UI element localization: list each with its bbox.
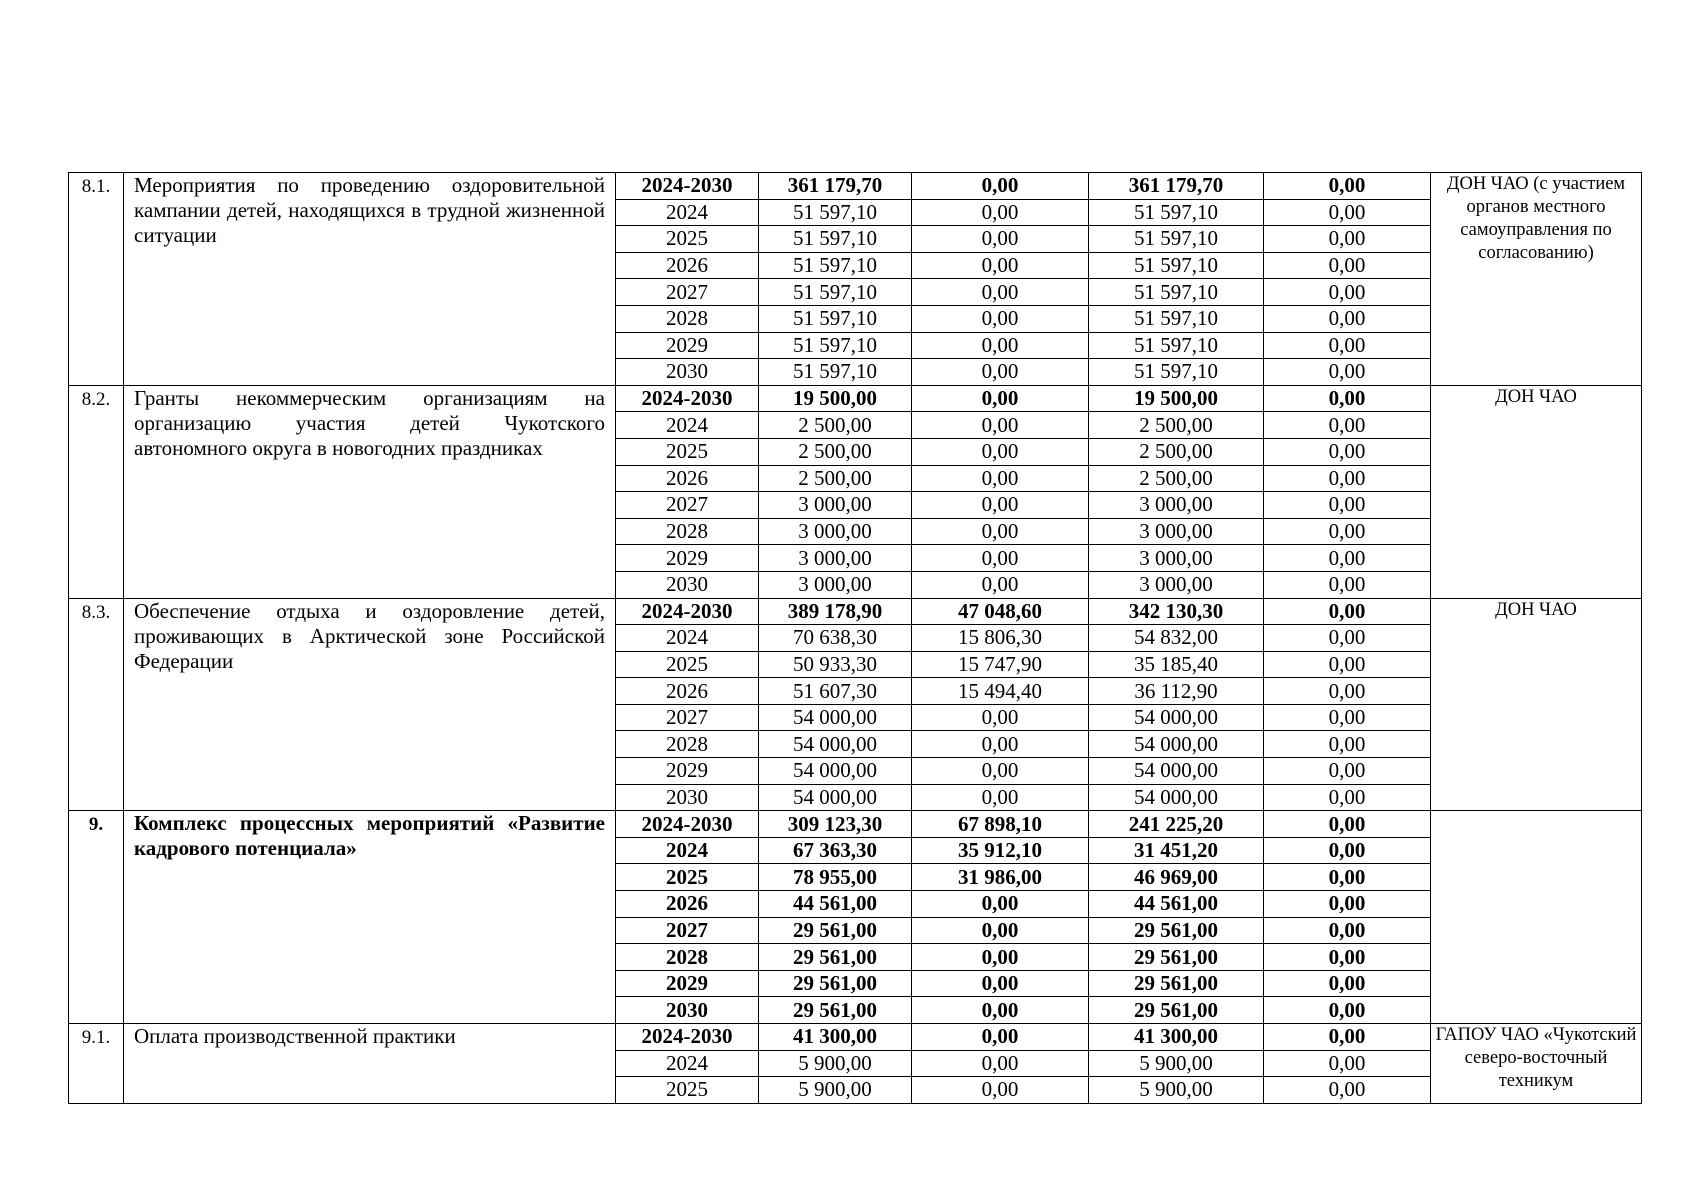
total-cell: 51 597,10 <box>759 305 912 332</box>
regional-budget-cell: 19 500,00 <box>1089 385 1264 412</box>
total-cell: 389 178,90 <box>759 598 912 625</box>
item-name: Обеспечение отдыха и оздоровление детей, проживающих в Арктической зоне Российской Федерации <box>124 598 616 811</box>
table-row <box>69 1024 1642 1051</box>
total-cell: 70 638,30 <box>759 625 912 652</box>
period-cell: 2025 <box>616 438 759 465</box>
federal-budget-cell: 0,00 <box>912 359 1089 386</box>
period-cell: 2026 <box>616 678 759 705</box>
regional-budget-cell: 361 179,70 <box>1089 173 1264 200</box>
regional-budget-cell: 35 185,40 <box>1089 651 1264 678</box>
period-cell: 2028 <box>616 305 759 332</box>
regional-budget-cell: 54 000,00 <box>1089 758 1264 785</box>
federal-budget-cell: 0,00 <box>912 758 1089 785</box>
other-sources-cell: 0,00 <box>1264 944 1431 971</box>
other-sources-cell: 0,00 <box>1264 518 1431 545</box>
other-sources-cell: 0,00 <box>1264 678 1431 705</box>
federal-budget-cell: 0,00 <box>912 997 1089 1024</box>
item-name: Оплата производственной практики <box>124 1024 616 1104</box>
total-cell: 309 123,30 <box>759 811 912 838</box>
federal-budget-cell: 0,00 <box>912 305 1089 332</box>
other-sources-cell: 0,00 <box>1264 997 1431 1024</box>
other-sources-cell: 0,00 <box>1264 332 1431 359</box>
period-cell: 2024 <box>616 625 759 652</box>
total-cell: 3 000,00 <box>759 571 912 598</box>
period-cell: 2029 <box>616 545 759 572</box>
period-cell: 2028 <box>616 731 759 758</box>
other-sources-cell: 0,00 <box>1264 199 1431 226</box>
other-sources-cell: 0,00 <box>1264 545 1431 572</box>
total-cell: 51 597,10 <box>759 279 912 306</box>
regional-budget-cell: 54 000,00 <box>1089 784 1264 811</box>
total-cell: 41 300,00 <box>759 1024 912 1051</box>
item-number: 9.1. <box>69 1024 124 1104</box>
other-sources-cell: 0,00 <box>1264 385 1431 412</box>
other-sources-cell: 0,00 <box>1264 359 1431 386</box>
other-sources-cell: 0,00 <box>1264 917 1431 944</box>
federal-budget-cell: 15 806,30 <box>912 625 1089 652</box>
regional-budget-cell: 54 000,00 <box>1089 704 1264 731</box>
total-cell: 51 597,10 <box>759 332 912 359</box>
period-cell: 2029 <box>616 758 759 785</box>
executor-cell: ГАПОУ ЧАО «Чукотский северо-восточный техникум <box>1431 1024 1642 1104</box>
total-cell: 361 179,70 <box>759 173 912 200</box>
table-row <box>69 598 1642 625</box>
total-cell: 2 500,00 <box>759 465 912 492</box>
regional-budget-cell: 3 000,00 <box>1089 545 1264 572</box>
federal-budget-cell: 15 747,90 <box>912 651 1089 678</box>
total-cell: 51 607,30 <box>759 678 912 705</box>
total-cell: 44 561,00 <box>759 891 912 918</box>
federal-budget-cell: 0,00 <box>912 385 1089 412</box>
total-cell: 78 955,00 <box>759 864 912 891</box>
period-cell: 2024 <box>616 1050 759 1077</box>
item-number: 8.1. <box>69 173 124 386</box>
period-cell: 2028 <box>616 944 759 971</box>
other-sources-cell: 0,00 <box>1264 731 1431 758</box>
other-sources-cell: 0,00 <box>1264 252 1431 279</box>
period-cell: 2024 <box>616 837 759 864</box>
total-cell: 29 561,00 <box>759 944 912 971</box>
regional-budget-cell: 51 597,10 <box>1089 226 1264 253</box>
regional-budget-cell: 3 000,00 <box>1089 492 1264 519</box>
executor-cell: ДОН ЧАО <box>1431 385 1642 598</box>
regional-budget-cell: 29 561,00 <box>1089 970 1264 997</box>
federal-budget-cell: 35 912,10 <box>912 837 1089 864</box>
regional-budget-cell: 2 500,00 <box>1089 412 1264 439</box>
total-cell: 3 000,00 <box>759 492 912 519</box>
other-sources-cell: 0,00 <box>1264 837 1431 864</box>
total-cell: 51 597,10 <box>759 252 912 279</box>
federal-budget-cell: 0,00 <box>912 438 1089 465</box>
federal-budget-cell: 0,00 <box>912 332 1089 359</box>
period-cell: 2030 <box>616 997 759 1024</box>
federal-budget-cell: 0,00 <box>912 492 1089 519</box>
federal-budget-cell: 0,00 <box>912 173 1089 200</box>
table-row <box>69 385 1642 412</box>
federal-budget-cell: 0,00 <box>912 1077 1089 1104</box>
item-number: 8.3. <box>69 598 124 811</box>
total-cell: 3 000,00 <box>759 545 912 572</box>
item-number: 9. <box>69 811 124 1024</box>
total-cell: 54 000,00 <box>759 731 912 758</box>
executor-cell: ДОН ЧАО (с участием органов местного самоуправления по согласованию) <box>1431 173 1642 386</box>
other-sources-cell: 0,00 <box>1264 492 1431 519</box>
regional-budget-cell: 3 000,00 <box>1089 571 1264 598</box>
table-row <box>69 811 1642 838</box>
regional-budget-cell: 5 900,00 <box>1089 1050 1264 1077</box>
period-cell: 2027 <box>616 279 759 306</box>
regional-budget-cell: 29 561,00 <box>1089 944 1264 971</box>
executor-cell: ДОН ЧАО <box>1431 598 1642 811</box>
regional-budget-cell: 2 500,00 <box>1089 438 1264 465</box>
federal-budget-cell: 0,00 <box>912 545 1089 572</box>
budget-table <box>68 172 1642 1104</box>
other-sources-cell: 0,00 <box>1264 651 1431 678</box>
period-cell: 2028 <box>616 518 759 545</box>
federal-budget-cell: 0,00 <box>912 465 1089 492</box>
regional-budget-cell: 44 561,00 <box>1089 891 1264 918</box>
federal-budget-cell: 0,00 <box>912 704 1089 731</box>
total-cell: 29 561,00 <box>759 917 912 944</box>
other-sources-cell: 0,00 <box>1264 465 1431 492</box>
period-cell: 2024 <box>616 199 759 226</box>
federal-budget-cell: 0,00 <box>912 252 1089 279</box>
other-sources-cell: 0,00 <box>1264 438 1431 465</box>
federal-budget-cell: 0,00 <box>912 784 1089 811</box>
total-cell: 2 500,00 <box>759 412 912 439</box>
other-sources-cell: 0,00 <box>1264 891 1431 918</box>
federal-budget-cell: 0,00 <box>912 891 1089 918</box>
other-sources-cell: 0,00 <box>1264 811 1431 838</box>
regional-budget-cell: 31 451,20 <box>1089 837 1264 864</box>
period-cell: 2025 <box>616 864 759 891</box>
other-sources-cell: 0,00 <box>1264 305 1431 332</box>
federal-budget-cell: 0,00 <box>912 731 1089 758</box>
period-cell: 2026 <box>616 465 759 492</box>
period-cell: 2024 <box>616 412 759 439</box>
federal-budget-cell: 0,00 <box>912 970 1089 997</box>
federal-budget-cell: 0,00 <box>912 917 1089 944</box>
other-sources-cell: 0,00 <box>1264 412 1431 439</box>
regional-budget-cell: 46 969,00 <box>1089 864 1264 891</box>
other-sources-cell: 0,00 <box>1264 226 1431 253</box>
total-cell: 29 561,00 <box>759 970 912 997</box>
period-cell: 2025 <box>616 1077 759 1104</box>
other-sources-cell: 0,00 <box>1264 279 1431 306</box>
regional-budget-cell: 51 597,10 <box>1089 359 1264 386</box>
regional-budget-cell: 2 500,00 <box>1089 465 1264 492</box>
total-cell: 54 000,00 <box>759 704 912 731</box>
period-cell: 2027 <box>616 917 759 944</box>
item-number: 8.2. <box>69 385 124 598</box>
period-cell: 2026 <box>616 891 759 918</box>
period-cell: 2027 <box>616 492 759 519</box>
federal-budget-cell: 47 048,60 <box>912 598 1089 625</box>
regional-budget-cell: 54 832,00 <box>1089 625 1264 652</box>
period-cell: 2025 <box>616 651 759 678</box>
item-name: Мероприятия по проведению оздоровительной кампании детей, находящихся в трудной жизненной ситуации <box>124 173 616 386</box>
regional-budget-cell: 36 112,90 <box>1089 678 1264 705</box>
regional-budget-cell: 41 300,00 <box>1089 1024 1264 1051</box>
period-cell: 2030 <box>616 784 759 811</box>
other-sources-cell: 0,00 <box>1264 1050 1431 1077</box>
other-sources-cell: 0,00 <box>1264 173 1431 200</box>
total-cell: 3 000,00 <box>759 518 912 545</box>
federal-budget-cell: 31 986,00 <box>912 864 1089 891</box>
total-cell: 29 561,00 <box>759 997 912 1024</box>
item-name: Гранты некоммерческим организациям на организацию участия детей Чукотского автономного округа в новогодних праздниках <box>124 385 616 598</box>
period-cell: 2029 <box>616 332 759 359</box>
total-cell: 2 500,00 <box>759 438 912 465</box>
federal-budget-cell: 15 494,40 <box>912 678 1089 705</box>
regional-budget-cell: 51 597,10 <box>1089 305 1264 332</box>
period-cell: 2024-2030 <box>616 385 759 412</box>
period-cell: 2025 <box>616 226 759 253</box>
period-cell: 2024-2030 <box>616 811 759 838</box>
other-sources-cell: 0,00 <box>1264 1024 1431 1051</box>
other-sources-cell: 0,00 <box>1264 1077 1431 1104</box>
regional-budget-cell: 342 130,30 <box>1089 598 1264 625</box>
other-sources-cell: 0,00 <box>1264 598 1431 625</box>
total-cell: 67 363,30 <box>759 837 912 864</box>
federal-budget-cell: 0,00 <box>912 518 1089 545</box>
period-cell: 2024-2030 <box>616 1024 759 1051</box>
regional-budget-cell: 29 561,00 <box>1089 917 1264 944</box>
other-sources-cell: 0,00 <box>1264 571 1431 598</box>
federal-budget-cell: 67 898,10 <box>912 811 1089 838</box>
federal-budget-cell: 0,00 <box>912 571 1089 598</box>
table-row <box>69 173 1642 200</box>
federal-budget-cell: 0,00 <box>912 1050 1089 1077</box>
total-cell: 54 000,00 <box>759 784 912 811</box>
other-sources-cell: 0,00 <box>1264 864 1431 891</box>
regional-budget-cell: 51 597,10 <box>1089 332 1264 359</box>
period-cell: 2029 <box>616 970 759 997</box>
regional-budget-cell: 241 225,20 <box>1089 811 1264 838</box>
total-cell: 50 933,30 <box>759 651 912 678</box>
other-sources-cell: 0,00 <box>1264 758 1431 785</box>
federal-budget-cell: 0,00 <box>912 944 1089 971</box>
period-cell: 2026 <box>616 252 759 279</box>
federal-budget-cell: 0,00 <box>912 1024 1089 1051</box>
federal-budget-cell: 0,00 <box>912 199 1089 226</box>
period-cell: 2027 <box>616 704 759 731</box>
period-cell: 2024-2030 <box>616 173 759 200</box>
item-name: Комплекс процессных мероприятий «Развитие кадрового потенциала» <box>124 811 616 1024</box>
federal-budget-cell: 0,00 <box>912 412 1089 439</box>
regional-budget-cell: 29 561,00 <box>1089 997 1264 1024</box>
executor-cell <box>1431 811 1642 1024</box>
total-cell: 51 597,10 <box>759 199 912 226</box>
federal-budget-cell: 0,00 <box>912 226 1089 253</box>
federal-budget-cell: 0,00 <box>912 279 1089 306</box>
regional-budget-cell: 54 000,00 <box>1089 731 1264 758</box>
regional-budget-cell: 51 597,10 <box>1089 279 1264 306</box>
total-cell: 5 900,00 <box>759 1050 912 1077</box>
period-cell: 2030 <box>616 571 759 598</box>
regional-budget-cell: 3 000,00 <box>1089 518 1264 545</box>
other-sources-cell: 0,00 <box>1264 625 1431 652</box>
total-cell: 19 500,00 <box>759 385 912 412</box>
total-cell: 51 597,10 <box>759 359 912 386</box>
period-cell: 2030 <box>616 359 759 386</box>
regional-budget-cell: 5 900,00 <box>1089 1077 1264 1104</box>
period-cell: 2024-2030 <box>616 598 759 625</box>
total-cell: 5 900,00 <box>759 1077 912 1104</box>
regional-budget-cell: 51 597,10 <box>1089 199 1264 226</box>
other-sources-cell: 0,00 <box>1264 704 1431 731</box>
other-sources-cell: 0,00 <box>1264 784 1431 811</box>
total-cell: 51 597,10 <box>759 226 912 253</box>
other-sources-cell: 0,00 <box>1264 970 1431 997</box>
regional-budget-cell: 51 597,10 <box>1089 252 1264 279</box>
total-cell: 54 000,00 <box>759 758 912 785</box>
